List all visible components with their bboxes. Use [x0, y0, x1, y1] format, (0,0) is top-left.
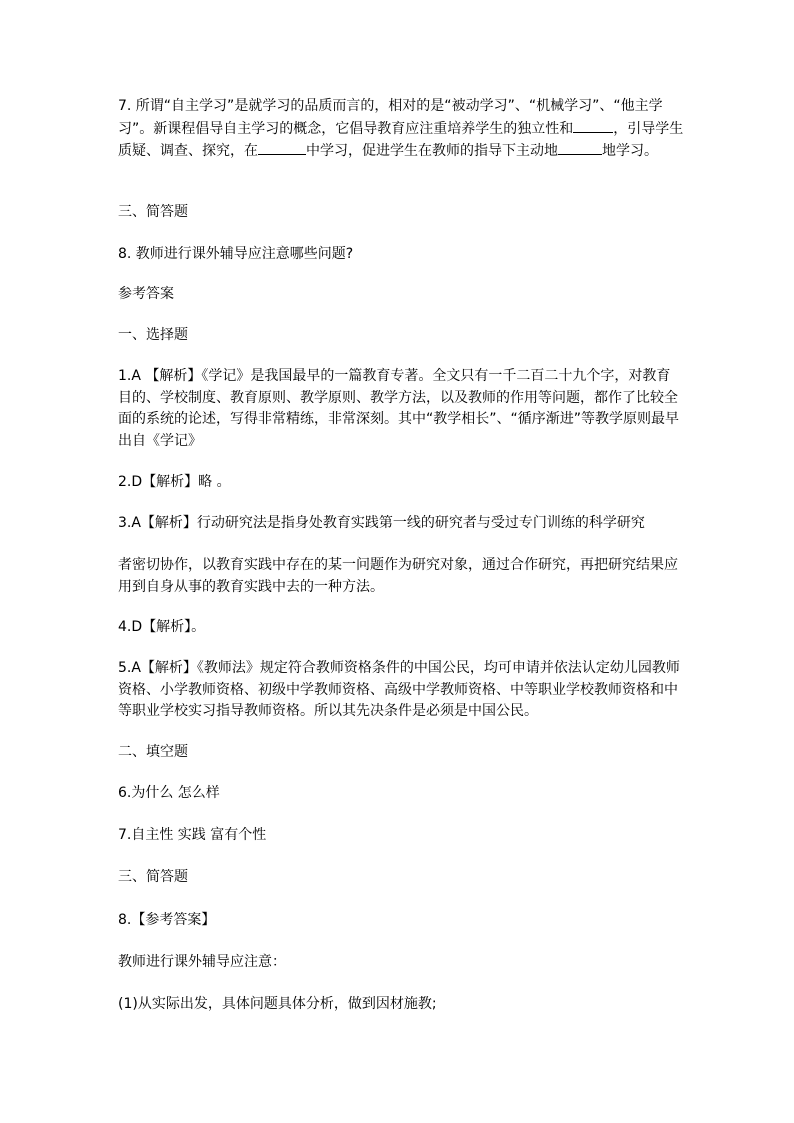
answer-5: 5.A【解析】《教师法》规定符合教师资格条件的中国公民，均可申请并依法认定幼儿园教师资格、小学教师资格、初级中学教师资格、高级中学教师资格、中等职业学校教师资格和中等职业学校实习指导教师资格。所以其先决条件是必须是中国公民。: [118, 660, 680, 719]
answer-6: 6.为什么 怎么样: [118, 785, 220, 801]
q7-text-2: ，引导学生质疑、调查、探究，在: [118, 120, 684, 159]
answer-2: 2.D【解析】略 。: [118, 474, 231, 490]
blank-1: [573, 118, 613, 133]
blank-3: [558, 140, 602, 155]
answer-4: 4.D【解析】。: [118, 619, 206, 635]
section-heading-short-answer-2: 三、简答题: [118, 869, 188, 885]
blank-2: [258, 140, 306, 155]
answer-7: 7.自主性 实践 富有个性: [118, 827, 267, 843]
section-heading-fill: 二、填空题: [118, 744, 188, 760]
q7-text-1: 7. 所谓“自主学习”是就学习的品质而言的，相对的是“被动学习”、“机械学习”、“他主学习”。新课程倡导自主学习的概念，它倡导教育应注重培养学生的独立性和: [118, 98, 663, 137]
section-heading-short-answer: 三、简答题: [118, 204, 188, 220]
answer-8-point-1: (1)从实际出发，具体问题具体分析，做到因材施教;: [118, 996, 437, 1012]
answer-3: 3.A【解析】行动研究法是指身处教育实践第一线的研究者与受过专门训练的科学研究: [118, 515, 645, 531]
answer-8-heading: 8.【参考答案】: [118, 912, 216, 928]
question-8: 8. 教师进行课外辅导应注意哪些问题?: [118, 246, 354, 262]
q7-text-3: 中学习，促进学生在教师的指导下主动地: [306, 143, 558, 159]
reference-answers-heading: 参考答案: [118, 286, 174, 302]
question-7: [118, 96, 684, 163]
q7-text-4: 地学习。: [602, 143, 658, 159]
answer-8-intro: 教师进行课外辅导应注意：: [118, 954, 286, 970]
answer-3-continued: 者密切协作，以教育实践中存在的某一问题作为研究对象，通过合作研究，再把研究结果应用到自身从事的教育实践中去的一种方法。: [118, 557, 678, 595]
section-heading-choice: 一、选择题: [118, 327, 188, 343]
answer-1: 1.A 【解析】《学记》是我国最早的一篇教育专著。全文只有一千二百二十九个字，对教育目的、学校制度、教育原则、教学原则、教学方法，以及教师的作用等问题，都作了比较全面的系统的论述，写得非常精练，非常深刻。其中“教学相长”、“循序渐进”等教学原则最早出自《学记》: [118, 368, 680, 449]
